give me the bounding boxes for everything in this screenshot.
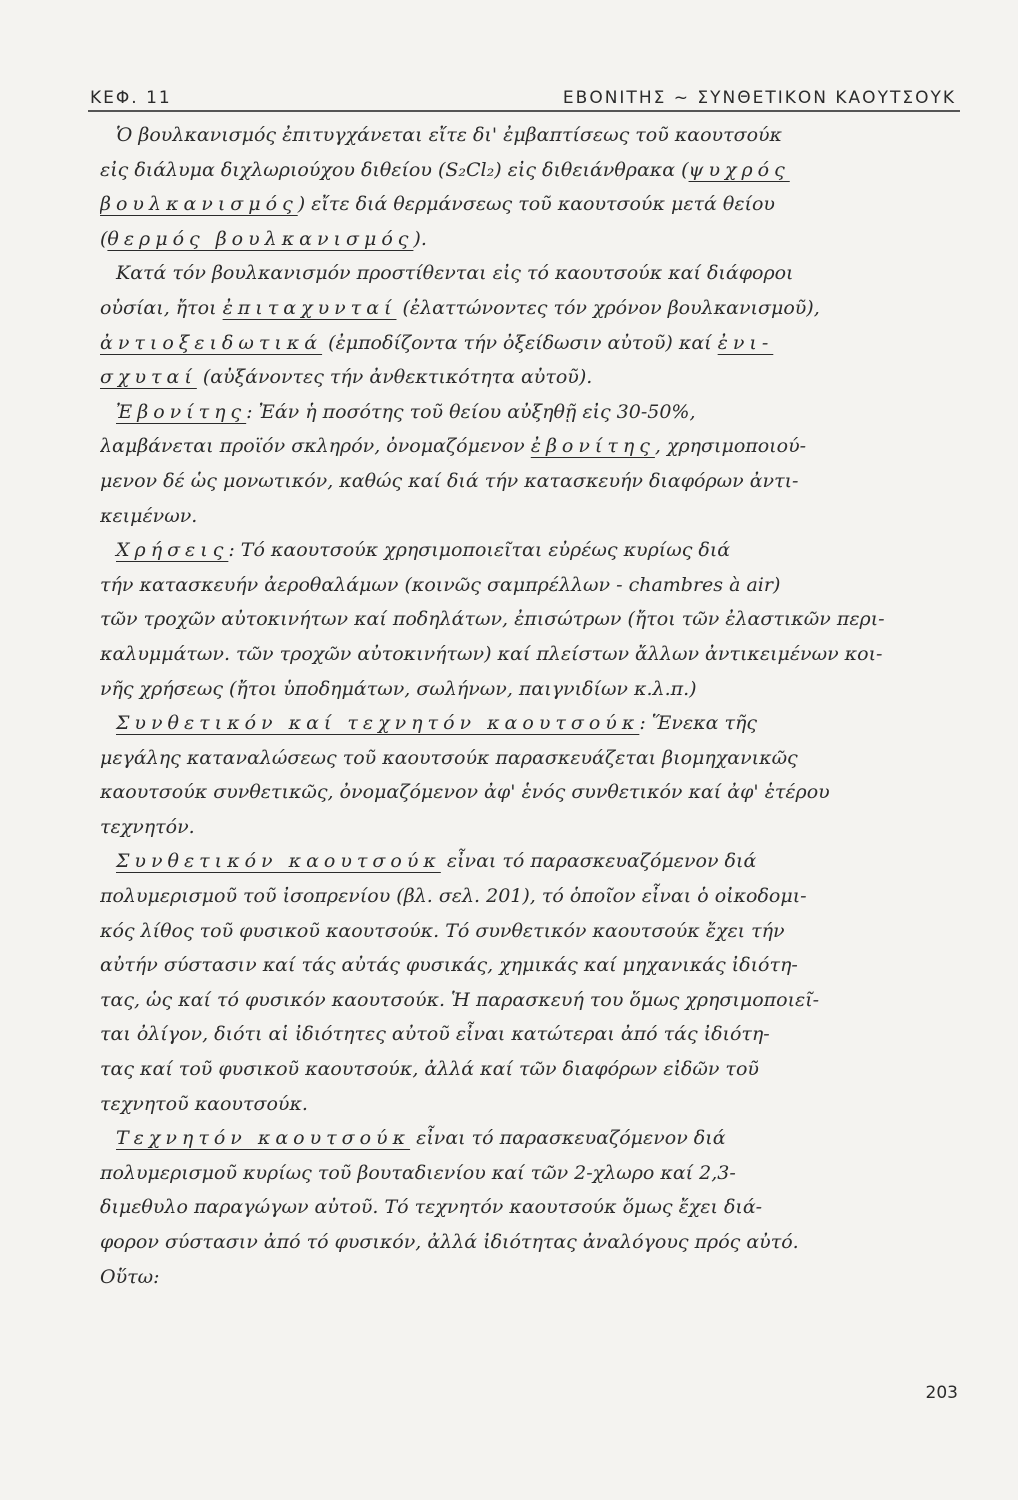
text-span: οὐσίαι, ἤτοι [100, 296, 223, 319]
text-span: τεχνητόν. [100, 815, 195, 838]
text-line [100, 153, 970, 188]
underlined-term: Τεχνητόν καουτσούκ [116, 1127, 411, 1150]
underlined-term: ἐνι- [717, 331, 774, 354]
text-span: λαμβάνεται προϊόν σκληρόν, ὀνομαζόμενον [100, 435, 531, 458]
text-span: καουτσούκ συνθετικῶς, ὀνομαζόμενον ἀφ' ἑνός συνθετικόν καί ἀφ' ἑτέρου [100, 781, 830, 804]
text-span: ται ὀλίγον, διότι αἱ ἰδιότητες αὐτοῦ εἶναι κατώτεραι ἀπό τάς ἰδιότη- [100, 1023, 770, 1046]
text-span: πολυμερισμοῦ τοῦ ἰσοπρενίου (βλ. σελ. 201), τό ὁποῖον εἶναι ὁ οἰκοδομι- [100, 885, 807, 908]
text-line [100, 256, 970, 291]
running-title: ΕΒΟΝΙΤΗΣ ~ ΣΥΝΘΕΤΙΚΟΝ ΚΑΟΥΤΣΟΥΚ [562, 88, 956, 108]
text-span: , χρησιμοποιού- [654, 435, 807, 458]
underlined-term: ἐπιταχυνταί [222, 296, 397, 319]
chapter-label: ΚΕΦ. 11 [90, 88, 172, 108]
text-span: τήν κατασκευήν ἀεροθαλάμων (κοινῶς σαμπρέλλων - chambres à air) [100, 573, 781, 596]
text-line [100, 1190, 970, 1225]
underlined-term: Χρήσεις [116, 539, 229, 562]
underlined-term: βουλκανισμός [100, 193, 298, 216]
text-line [100, 118, 970, 153]
text-line [100, 326, 970, 361]
underlined-term: Συνθετικόν καουτσούκ [116, 850, 441, 873]
text-span: ). [413, 227, 427, 250]
text-span: πολυμερισμοῦ κυρίως τοῦ βουταδιενίου καί τῶν 2-χλωρο καί 2,3- [100, 1161, 736, 1184]
text-line [100, 602, 970, 637]
page-header [88, 84, 960, 112]
text-line [100, 672, 970, 707]
text-line [100, 395, 970, 430]
text-line [100, 1052, 970, 1087]
text-span: ) εἴτε διά θερμάνσεως τοῦ καουτσούκ μετά θείου [297, 193, 775, 216]
text-line [100, 1156, 970, 1191]
text-line [100, 1121, 970, 1156]
text-line [100, 222, 970, 257]
text-span: (ἐμποδίζοντα τήν ὀξείδωσιν αὐτοῦ) καί [322, 331, 718, 354]
text-span: νῆς χρήσεως (ἤτοι ὑποδημάτων, σωλήνων, παιγνιδίων κ.λ.π.) [100, 677, 697, 700]
text-line [100, 844, 970, 879]
text-line [100, 360, 970, 395]
text-span: Οὕτω: [100, 1265, 160, 1288]
underlined-term: ψυχρός [688, 158, 790, 181]
text-span: τεχνητοῦ καουτσούκ. [100, 1092, 308, 1115]
text-line [100, 499, 970, 534]
text-line [100, 741, 970, 776]
text-line [100, 291, 970, 326]
text-span: εἰς διάλυμα διχλωριούχου διθείου (S₂Cl₂) εἰς διθειάνθρακα ( [100, 158, 689, 181]
text-span: : Τό καουτσούκ χρησιμοποιεῖται εὐρέως κυρίως διά [228, 539, 731, 562]
text-span: ( [100, 227, 108, 250]
text-span: εἶναι τό παρασκευαζόμενον διά [440, 850, 757, 873]
text-span: (αὐξάνοντες τήν ἀνθεκτικότητα αὐτοῦ). [196, 366, 593, 389]
underlined-term: Συνθετικόν καί τεχνητόν καουτσούκ [116, 712, 640, 735]
text-line [100, 810, 970, 845]
text-span: (ἐλαττώνοντες τόν χρόνον βουλκανισμοῦ), [396, 296, 820, 319]
text-span: αὐτήν σύστασιν καί τάς αὐτάς φυσικάς, χημικάς καί μηχανικάς ἰδιότη- [100, 954, 798, 977]
text-span: καλυμμάτων. τῶν τροχῶν αὐτοκινήτων) καί πλείστων ἄλλων ἀντικειμένων κοι- [100, 642, 883, 665]
text-span: τας, ὡς καί τό φυσικόν καουτσούκ. Ἡ παρασκευή του ὅμως χρησιμοποιεῖ- [100, 988, 820, 1011]
text-span: μεγάλης καταναλώσεως τοῦ καουτσούκ παρασκευάζεται βιομηχανικῶς [100, 746, 798, 769]
underlined-term: σχυταί [100, 366, 197, 389]
text-line [100, 533, 970, 568]
text-line [100, 1017, 970, 1052]
text-line [100, 706, 970, 741]
text-span: Κατά τόν βουλκανισμόν προστίθενται εἰς τό καουτσούκ καί διάφοροι [116, 262, 794, 285]
text-span: διμεθυλο παραγώγων αὐτοῦ. Τό τεχνητόν καουτσούκ ὅμως ἔχει διά- [100, 1196, 763, 1219]
text-span: κός λίθος τοῦ φυσικοῦ καουτσούκ. Τό συνθετικόν καουτσούκ ἔχει τήν [100, 919, 785, 942]
text-span: τῶν τροχῶν αὐτοκινήτων καί ποδηλάτων, ἐπισώτρων (ἤτοι τῶν ἐλαστικῶν περι- [100, 608, 885, 631]
text-span: : Ἕνεκα τῆς [639, 712, 758, 735]
underlined-term: ἀντιοξειδωτικά [100, 331, 323, 354]
text-line [100, 775, 970, 810]
text-span: κειμένων. [100, 504, 198, 527]
text-line [100, 637, 970, 672]
text-line [100, 1225, 970, 1260]
text-line [100, 1087, 970, 1122]
text-span: : Ἐάν ἡ ποσότης τοῦ θείου αὐξηθῇ εἰς 30-50%, [246, 400, 696, 423]
text-line [100, 1260, 970, 1295]
text-span: Ὁ βουλκανισμός ἐπιτυγχάνεται εἴτε δι' ἐμβαπτίσεως τοῦ καουτσούκ [116, 124, 783, 146]
text-line [100, 983, 970, 1018]
text-line [100, 914, 970, 949]
page-number: 203 [925, 1383, 958, 1403]
text-line [100, 429, 970, 464]
text-line [100, 568, 970, 603]
body-text [100, 118, 970, 1294]
underlined-term: Ἐβονίτης [116, 400, 247, 423]
text-line [100, 464, 970, 499]
text-line [100, 187, 970, 222]
underlined-term: ἐβονίτης [530, 435, 655, 458]
text-line [100, 879, 970, 914]
text-line [100, 948, 970, 983]
text-span: εἶναι τό παρασκευαζόμενον διά [410, 1127, 726, 1150]
underlined-term: θερμός βουλκανισμός [107, 227, 414, 250]
text-span: μενον δέ ὡς μονωτικόν, καθώς καί διά τήν κατασκευήν διαφόρων ἀντι- [100, 469, 799, 492]
text-span: τας καί τοῦ φυσικοῦ καουτσούκ, ἀλλά καί τῶν διαφόρων εἰδῶν τοῦ [100, 1058, 759, 1081]
text-span: φορον σύστασιν ἀπό τό φυσικόν, ἀλλά ἰδιότητας ἀναλόγους πρός αὐτό. [100, 1231, 799, 1253]
